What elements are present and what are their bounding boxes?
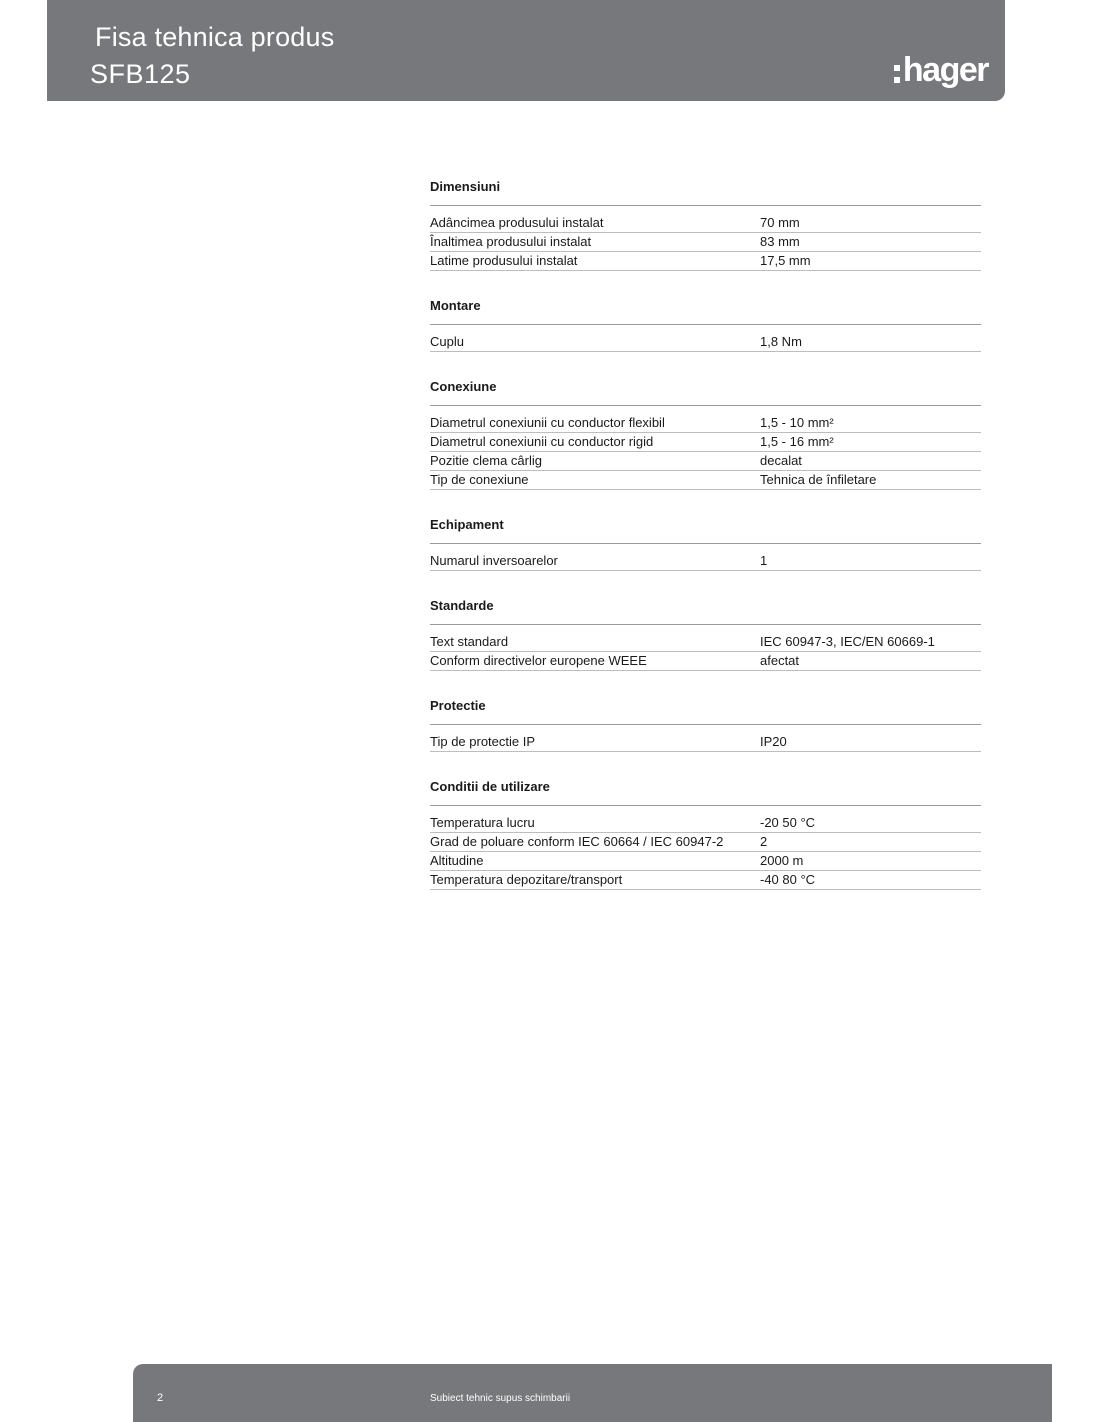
section-rows: [430, 725, 981, 752]
spec-label: Tip de conexiune: [430, 472, 529, 487]
spec-row: [430, 833, 981, 852]
spec-row: [430, 552, 981, 571]
section-rows: [430, 625, 981, 671]
section-title: Montare: [430, 287, 981, 325]
section-spacer: [430, 352, 981, 368]
section-rows: [430, 544, 981, 571]
section-spacer: [430, 752, 981, 768]
spec-section: [430, 168, 981, 287]
document-title: Fisa tehnica produs: [95, 22, 335, 52]
spec-row: [430, 214, 981, 233]
spec-row: [430, 733, 981, 752]
spec-value: afectat: [760, 653, 800, 668]
spec-label: Conform directivelor europene WEEE: [430, 653, 647, 668]
page-number: 2: [157, 1392, 164, 1404]
section-title: Conditii de utilizare: [430, 768, 981, 806]
spec-row: [430, 433, 981, 452]
spec-section: [430, 587, 981, 687]
spec-row: [430, 814, 981, 833]
spec-row: [430, 233, 981, 252]
spec-section: [430, 687, 981, 768]
spec-section: [430, 768, 981, 890]
spec-label: Diametrul conexiunii cu conductor flexibil: [430, 415, 665, 430]
spec-label: Temperatura depozitare/transport: [430, 872, 623, 887]
spec-label: Tip de protectie IP: [430, 734, 536, 749]
section-rows: [430, 325, 981, 352]
section-title: Protectie: [430, 687, 981, 725]
spec-label: Text standard: [430, 634, 509, 649]
spec-row: [430, 414, 981, 433]
spec-value: 17,5 mm: [760, 253, 811, 268]
section-spacer: [430, 490, 981, 506]
spec-value: 2: [760, 834, 768, 849]
section-title: Standarde: [430, 587, 981, 625]
spec-value: IP20: [760, 734, 787, 749]
spec-value: -20 50 °C: [760, 815, 816, 830]
spec-label: Adâncimea produsului instalat: [430, 215, 604, 230]
spec-row: [430, 871, 981, 890]
spec-value: 83 mm: [760, 234, 800, 249]
spec-row: [430, 252, 981, 271]
spec-row: [430, 652, 981, 671]
spec-row: [430, 633, 981, 652]
spec-label: Cuplu: [430, 334, 464, 349]
spec-value: 2000 m: [760, 853, 804, 868]
spec-label: Altitudine: [430, 853, 484, 868]
spec-value: 1,5 - 16 mm²: [760, 434, 834, 449]
spec-label: Numarul inversoarelor: [430, 553, 558, 568]
spec-value: 1: [760, 553, 768, 568]
spec-row: [430, 333, 981, 352]
spec-table: [430, 168, 981, 890]
spec-row: [430, 471, 981, 490]
spec-label: Pozitie clema cârlig: [430, 453, 542, 468]
spec-row: [430, 452, 981, 471]
spec-value: IEC 60947-3, IEC/EN 60669-1: [760, 634, 935, 649]
spec-label: Latime produsului instalat: [430, 253, 578, 268]
product-code: SFB125: [90, 59, 191, 89]
logo-dots-icon: [894, 65, 900, 83]
section-title: Echipament: [430, 506, 981, 544]
spec-value: -40 80 °C: [760, 872, 816, 887]
section-rows: [430, 406, 981, 490]
spec-label: Grad de poluare conform IEC 60664 / IEC 60947-2: [430, 834, 724, 849]
spec-value: 70 mm: [760, 215, 800, 230]
spec-section: [430, 506, 981, 587]
section-rows: [430, 806, 981, 890]
spec-label: Diametrul conexiunii cu conductor rigid: [430, 434, 654, 449]
hager-logo: [894, 50, 988, 90]
spec-label: Temperatura lucru: [430, 815, 535, 830]
footer-note: Subiect tehnic supus schimbarii: [430, 1393, 571, 1404]
spec-value: 1,8 Nm: [760, 334, 802, 349]
page-footer: [133, 1364, 1052, 1422]
section-title: Conexiune: [430, 368, 981, 406]
spec-label: Înaltimea produsului instalat: [430, 234, 592, 249]
section-rows: [430, 206, 981, 271]
section-title: Dimensiuni: [430, 168, 981, 206]
section-spacer: [430, 571, 981, 587]
spec-section: [430, 287, 981, 368]
spec-value: decalat: [760, 453, 802, 468]
section-spacer: [430, 271, 981, 287]
spec-value: 1,5 - 10 mm²: [760, 415, 834, 430]
logo-text: hager: [902, 51, 988, 89]
spec-value: Tehnica de înfiletare: [760, 472, 877, 487]
spec-section: [430, 368, 981, 506]
spec-row: [430, 852, 981, 871]
section-spacer: [430, 671, 981, 687]
page-header: [47, 0, 1005, 101]
